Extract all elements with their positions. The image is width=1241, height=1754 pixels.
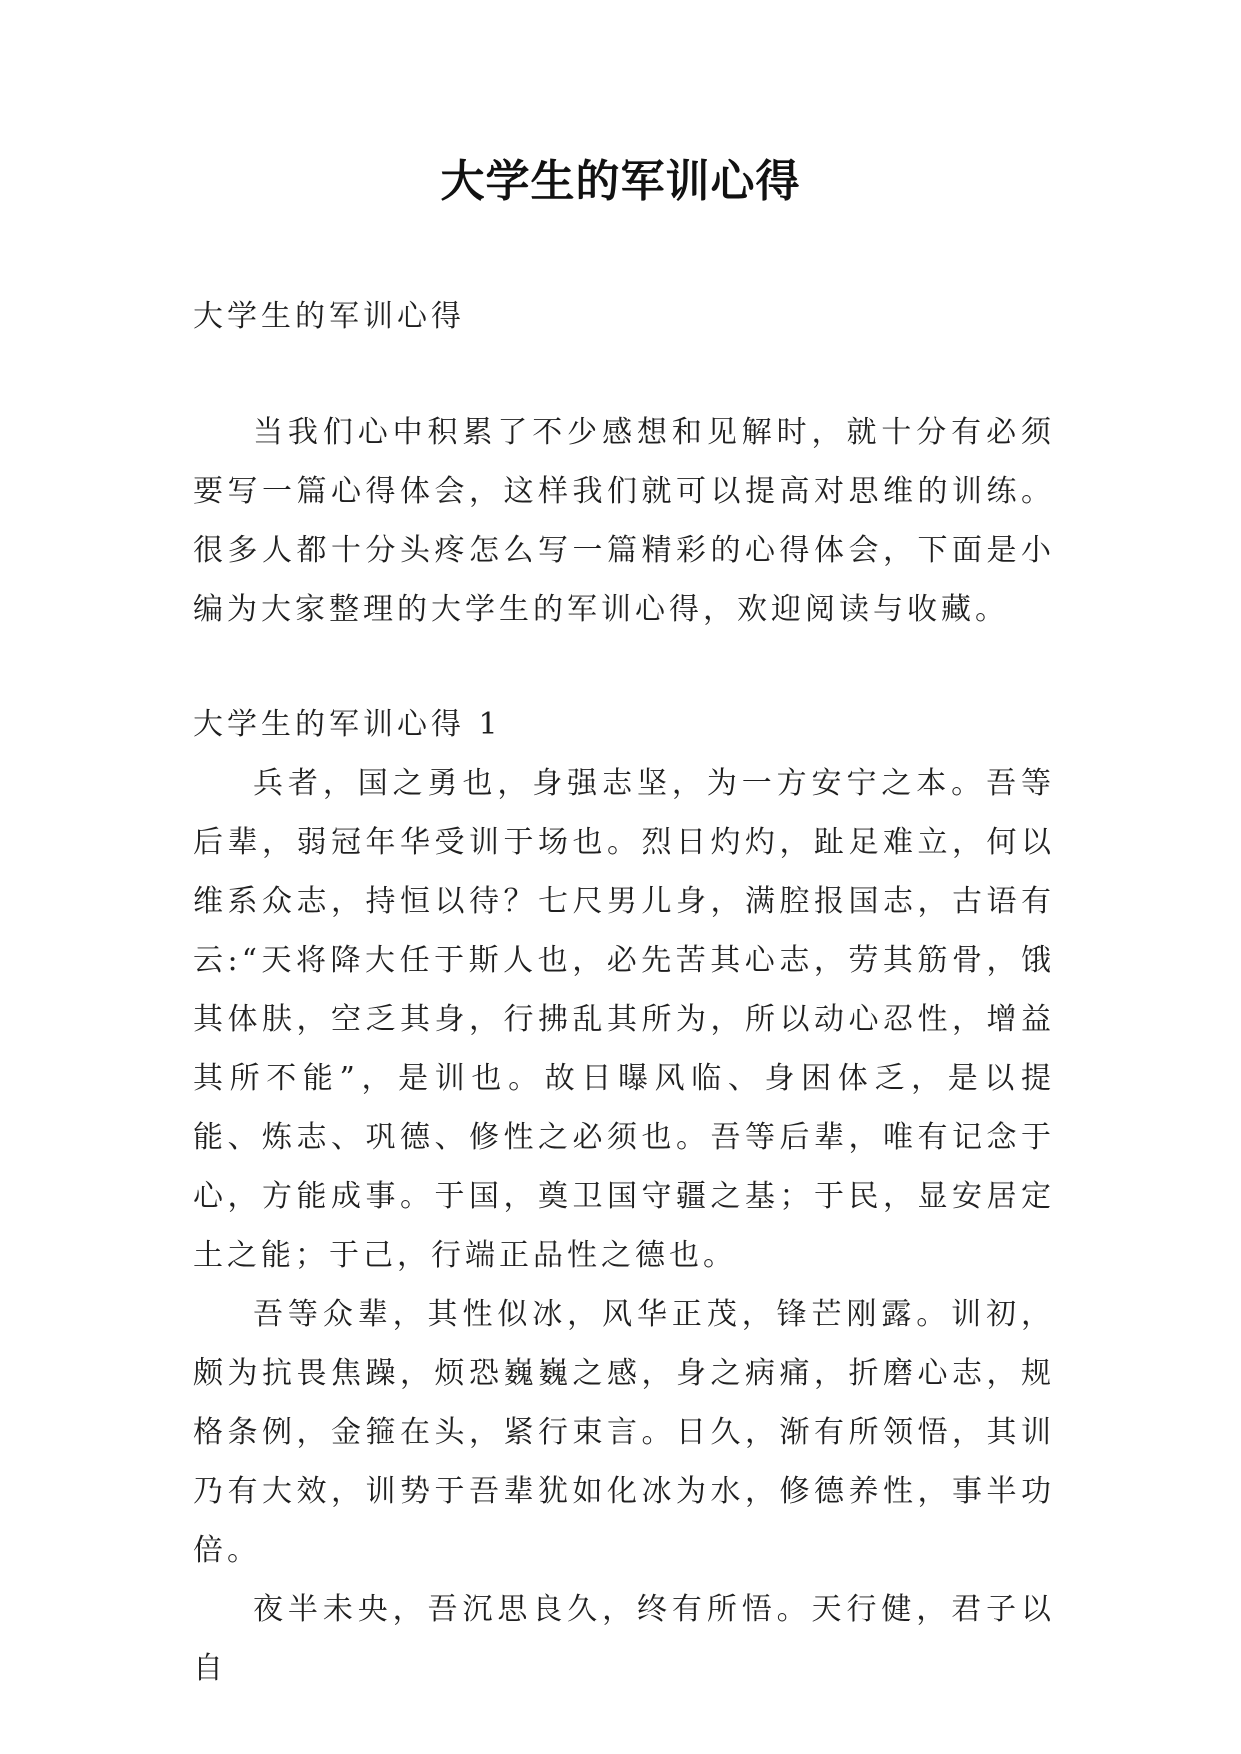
- section-body: [193, 754, 1055, 1698]
- body-paragraph: 夜半未央，吾沉思良久，终有所悟。天行健，君子以自: [193, 1592, 1055, 1686]
- body-paragraph: 兵者，国之勇也，身强志坚，为一方安宁之本。吾等后辈，弱冠年华受训于场也。烈日灼灼，趾足难立，何以维系众志，持恒以待？七尺男儿身，满腔报国志，古语有云:“天将降大任于斯人也，必先苦其心志，劳其筋骨，饿其体肤，空乏其身，行拂乱其所为，所以动心忍性，增益其所不能”，是训也。故日曝风临、身困体乏，是以提能、炼志、巩德、修性之必须也。吾等后辈，唯有记念于心，方能成事。于国，奠卫国守疆之基；于民，显安居定土之能；于己，行端正品性之德也。: [193, 766, 1055, 1273]
- document-subtitle: 大学生的军训心得: [193, 299, 465, 334]
- section-heading: 大学生的军训心得 1: [193, 707, 502, 742]
- intro-paragraph: 当我们心中积累了不少感想和见解时，就十分有必须要写一篇心得体会，这样我们就可以提高对思维的训练。很多人都十分头疼怎么写一篇精彩的心得体会，下面是小编为大家整理的大学生的军训心得，欢迎阅读与收藏。: [193, 415, 1055, 627]
- body-paragraph: 吾等众辈，其性似冰，风华正茂，锋芒刚露。训初，颇为抗畏焦躁，烦恐巍巍之感，身之病痛，折磨心志，规格条例，金箍在头，紧行束言。日久，渐有所领悟，其训乃有大效，训势于吾辈犹如化冰为水，修德养性，事半功倍。: [193, 1297, 1055, 1568]
- document-title: 大学生的军训心得: [440, 156, 801, 207]
